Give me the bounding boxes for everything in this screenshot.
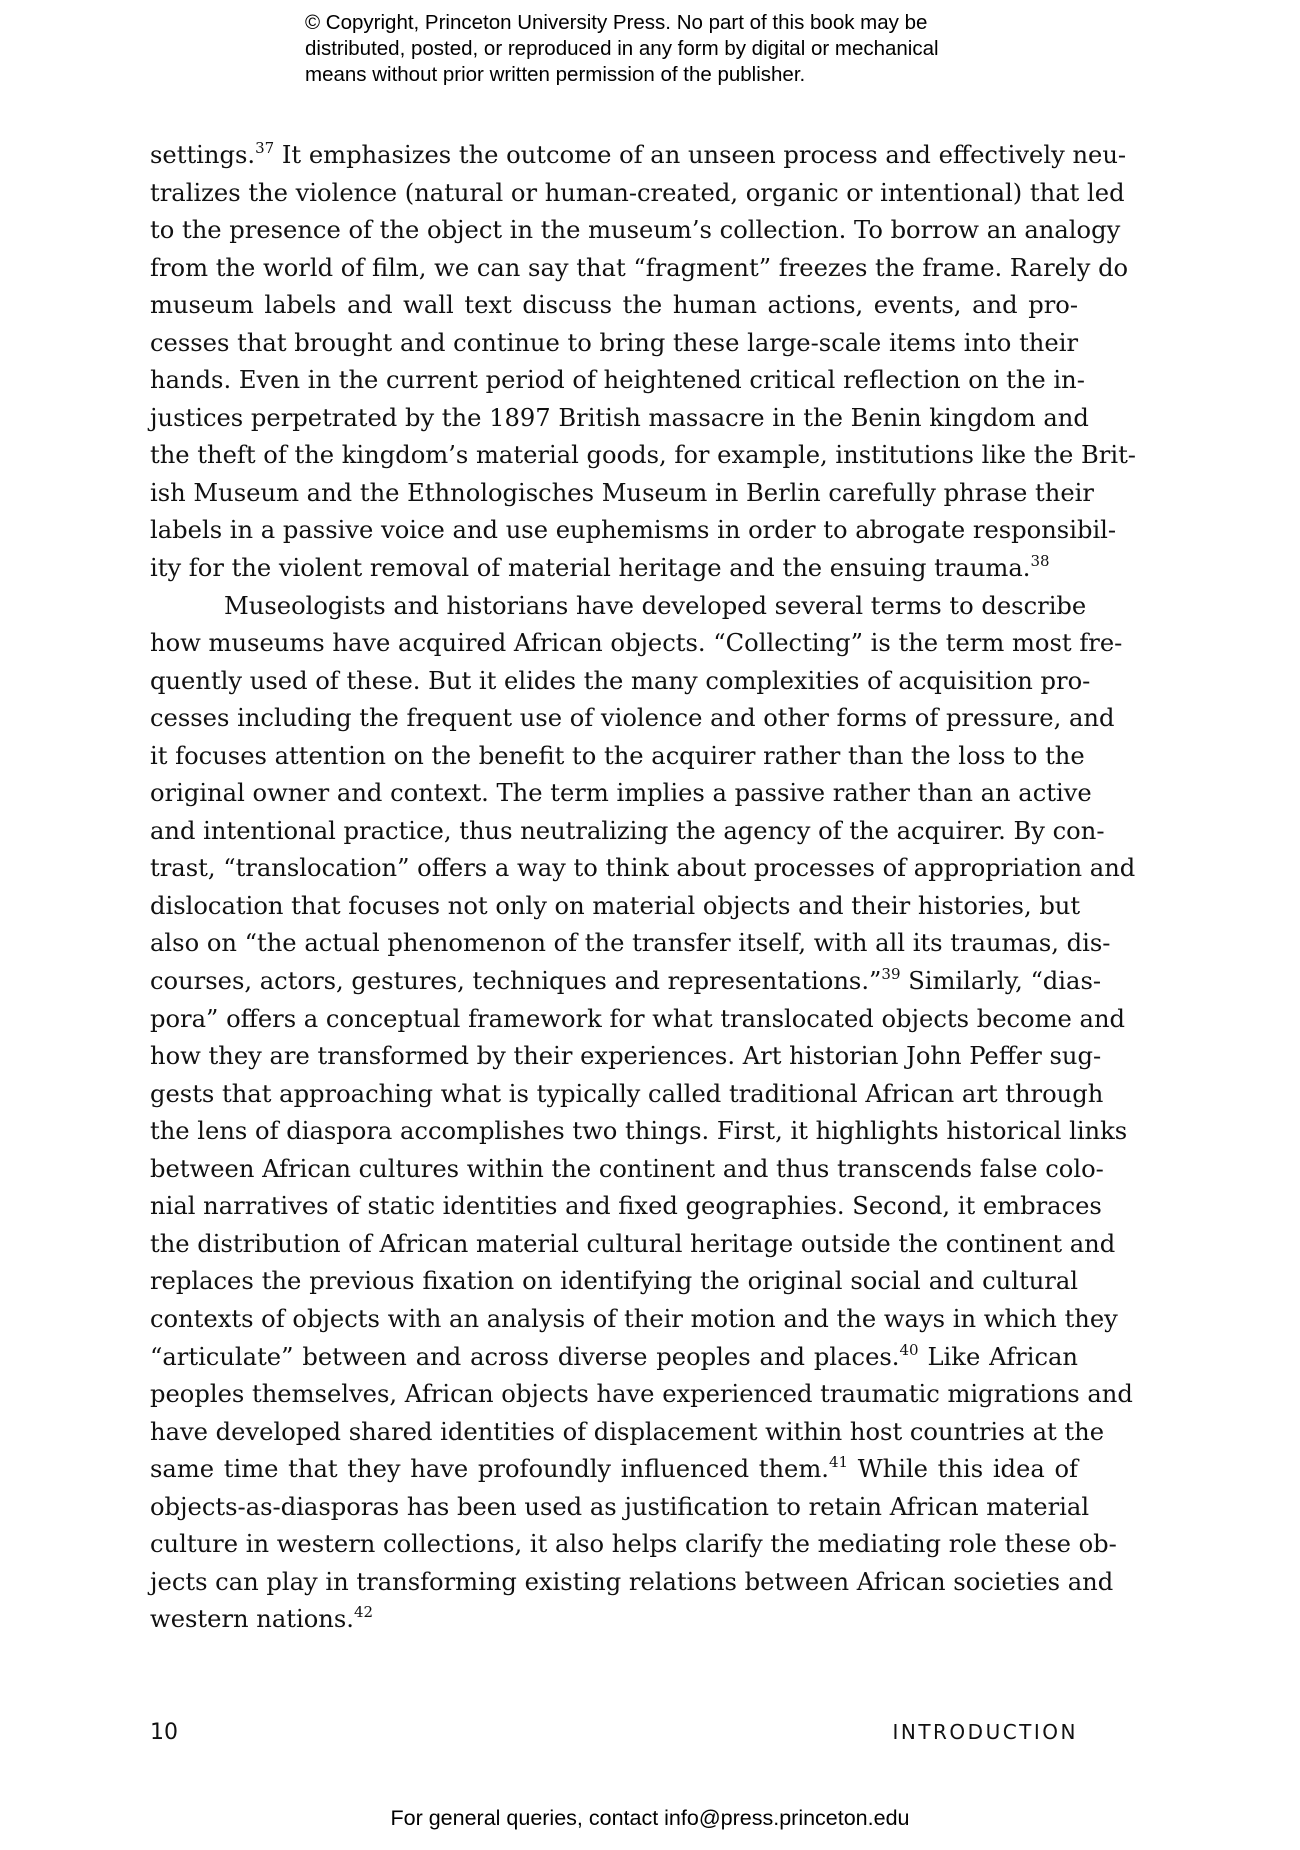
text-run: same time that they have profoundly influenced them. xyxy=(150,1455,829,1484)
footnote-ref[interactable]: 39 xyxy=(881,965,901,984)
text-run: Similarly, “dias- xyxy=(900,967,1102,996)
text-run: original owner and context. The term implies a passive rather than an active xyxy=(150,779,1092,808)
text-run: courses, actors, gestures, techniques and representations.” xyxy=(150,967,882,996)
text-line xyxy=(150,1038,1102,1076)
text-line xyxy=(150,212,1121,250)
text-run: peoples themselves, African objects have experienced traumatic migrations and xyxy=(150,1380,1133,1409)
body-text xyxy=(150,137,1136,1639)
text-line xyxy=(150,512,1117,550)
text-line xyxy=(150,362,1085,400)
text-run: museum labels and wall text discuss the human actions, events, and pro- xyxy=(150,291,1078,320)
text-run: cesses including the frequent use of violence and other forms of pressure, and xyxy=(150,704,1115,733)
text-line xyxy=(150,1226,1116,1264)
text-run: hands. Even in the current period of heightened critical reflection on the in- xyxy=(150,366,1085,395)
text-run: Museologists and historians have developed several terms to describe xyxy=(224,591,1087,620)
contact-footer: For general queries, contact info@press.princeton.edu xyxy=(390,1806,910,1830)
text-line xyxy=(150,888,1081,926)
text-line xyxy=(150,738,1085,776)
text-line xyxy=(150,963,1102,1001)
text-line xyxy=(150,1001,1126,1039)
text-run: how museums have acquired African objects. “Collecting” is the term most fre- xyxy=(150,629,1123,658)
text-line xyxy=(150,287,1078,325)
text-run: culture in western collections, it also helps clarify the mediating role these ob- xyxy=(150,1530,1117,1559)
text-run: settings. xyxy=(150,141,256,169)
text-run: trast, “translocation” offers a way to think about processes of appropriation and xyxy=(150,854,1136,883)
text-line xyxy=(150,137,1127,175)
text-line xyxy=(150,1414,1105,1452)
text-run: how they are transformed by their experiences. Art historian John Peffer sug- xyxy=(150,1042,1102,1071)
text-line xyxy=(150,775,1092,813)
text-run: jects can play in transforming existing relations between African societies and xyxy=(150,1567,1114,1596)
text-run: pora” offers a conceptual framework for what translocated objects become and xyxy=(150,1004,1126,1033)
text-line xyxy=(150,475,1094,513)
text-line xyxy=(150,1263,1078,1301)
text-run: cesses that brought and continue to bring these large-scale items into their xyxy=(150,328,1078,357)
text-run: replaces the previous fixation on identifying the original social and cultural xyxy=(150,1267,1078,1296)
text-line xyxy=(150,588,1087,626)
text-line xyxy=(150,1301,1118,1339)
text-run: “articulate” between and across diverse peoples and places. xyxy=(150,1342,900,1371)
text-line xyxy=(150,400,1089,438)
footnote-ref[interactable]: 41 xyxy=(828,1453,849,1472)
footnote-ref[interactable]: 42 xyxy=(354,1603,374,1622)
text-run: labels in a passive voice and use euphemisms in order to abrogate responsibil- xyxy=(150,516,1117,545)
text-run: the distribution of African material cultural heritage outside the continent and xyxy=(150,1229,1116,1258)
text-line xyxy=(150,550,1078,588)
footnote-ref[interactable]: 38 xyxy=(1030,552,1050,571)
text-line xyxy=(150,1564,1114,1602)
footnote-ref[interactable]: 40 xyxy=(899,1340,919,1359)
text-run: While this idea of xyxy=(848,1455,1078,1484)
text-line xyxy=(150,813,1105,851)
copyright-line: means without prior written permission of the publisher. xyxy=(305,63,806,86)
text-run: nial narratives of static identities and fixed geographies. Second, it embraces xyxy=(150,1192,1102,1221)
text-line xyxy=(150,700,1115,738)
text-run: also on “the actual phenomenon of the transfer itself, with all its traumas, dis- xyxy=(150,929,1111,958)
text-line xyxy=(150,1489,1090,1527)
text-run: contexts of objects with an analysis of their motion and the ways in which they xyxy=(150,1304,1118,1333)
text-run: between African cultures within the continent and thus transcends false colo- xyxy=(150,1154,1104,1183)
text-run: dislocation that focuses not only on material objects and their histories, but xyxy=(150,891,1081,920)
text-line xyxy=(150,663,1091,701)
text-line xyxy=(150,625,1123,663)
text-line xyxy=(150,1601,1078,1639)
copyright-line: distributed, posted, or reproduced in any form by digital or mechanical xyxy=(305,37,939,60)
footnote-ref[interactable]: 37 xyxy=(255,139,275,157)
text-run: the theft of the kingdom’s material goods, for example, institutions like the Brit- xyxy=(150,441,1136,470)
text-line xyxy=(150,925,1111,963)
paragraph xyxy=(150,588,1136,1639)
text-run: It emphasizes the outcome of an unseen process and effectively neu- xyxy=(274,141,1127,169)
page-number: 10 xyxy=(150,1720,178,1745)
text-run: ity for the violent removal of material heritage and the ensuing trauma. xyxy=(150,554,1031,583)
text-run: ish Museum and the Ethnologisches Museum in Berlin carefully phrase their xyxy=(150,478,1094,507)
text-line xyxy=(150,1188,1102,1226)
text-line xyxy=(150,325,1078,363)
text-line xyxy=(150,1376,1133,1414)
text-run: the lens of diaspora accomplishes two things. First, it highlights historical links xyxy=(150,1117,1128,1146)
text-line xyxy=(150,437,1136,475)
text-run: and intentional practice, thus neutralizing the agency of the acquirer. By con- xyxy=(150,816,1105,845)
text-run: to the presence of the object in the museum’s collection. To borrow an analogy xyxy=(150,216,1121,245)
text-run: gests that approaching what is typically called traditional African art through xyxy=(150,1079,1104,1108)
text-line xyxy=(150,1526,1117,1564)
text-line xyxy=(150,250,1129,288)
copyright-notice xyxy=(305,10,1025,88)
text-run: Like African xyxy=(918,1342,1078,1371)
text-line xyxy=(150,850,1136,888)
text-run: have developed shared identities of displacement within host countries at the xyxy=(150,1417,1105,1446)
text-run: it focuses attention on the benefit to the acquirer rather than the loss to the xyxy=(150,741,1085,770)
text-run: tralizes the violence (natural or human-created, organic or intentional) that led xyxy=(150,178,1125,207)
text-line xyxy=(150,1076,1104,1114)
text-run: from the world of film, we can say that “fragment” freezes the frame. Rarely do xyxy=(150,253,1129,282)
running-head: INTRODUCTION xyxy=(892,1720,1078,1744)
text-line xyxy=(150,1113,1128,1151)
paragraph xyxy=(150,137,1136,588)
text-line xyxy=(150,175,1125,213)
text-line xyxy=(150,1451,1078,1489)
text-run: western nations. xyxy=(150,1605,354,1634)
text-run: quently used of these. But it elides the many complexities of acquisition pro- xyxy=(150,666,1091,695)
text-run: objects-as-diasporas has been used as justification to retain African material xyxy=(150,1492,1090,1521)
text-line xyxy=(150,1339,1078,1377)
copyright-line: © Copyright, Princeton University Press. No part of this book may be xyxy=(305,11,928,34)
text-run: justices perpetrated by the 1897 British massacre in the Benin kingdom and xyxy=(150,403,1089,432)
text-line xyxy=(150,1151,1104,1189)
